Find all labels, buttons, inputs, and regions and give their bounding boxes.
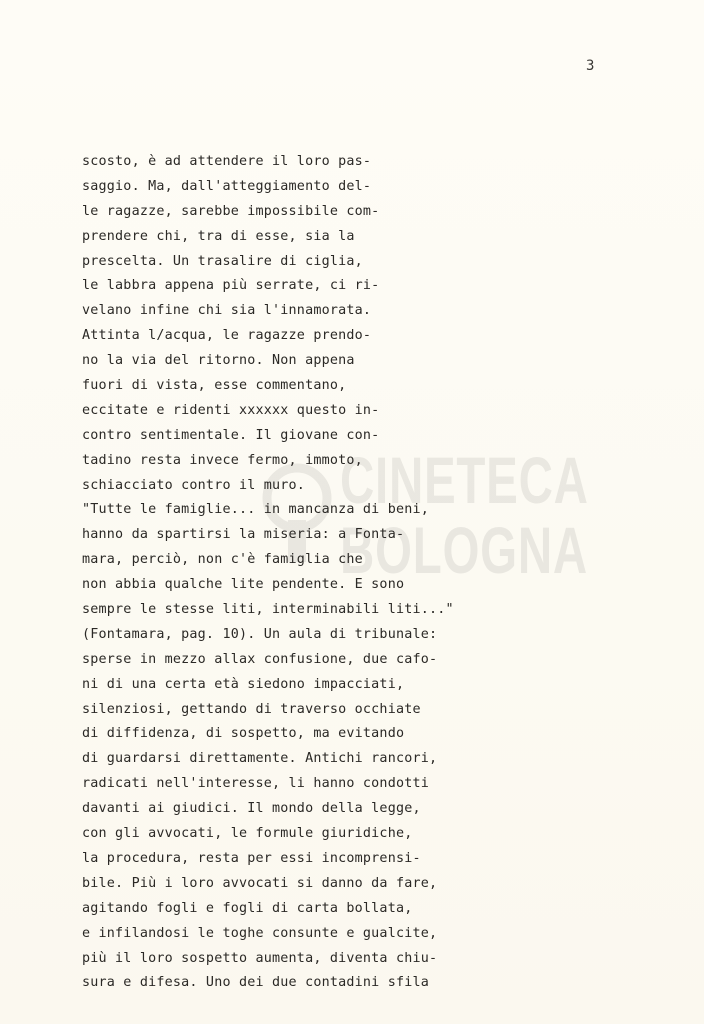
text-line: prescelta. Un trasalire di ciglia, <box>82 253 363 269</box>
text-line: agitando fogli e fogli di carta bollata, <box>82 900 413 916</box>
text-line: la procedura, resta per essi incomprensi- <box>82 850 421 866</box>
text-line: "Tutte le famiglie... in mancanza di beni, <box>82 502 429 518</box>
text-line: (Fontamara, pag. 10). Un aula di tribunale: <box>82 626 438 642</box>
text-line: prendere chi, tra di esse, sia la <box>82 228 355 244</box>
text-line: ni di una certa età siedono impacciati, <box>82 676 405 692</box>
text-line: sperse in mezzo allax confusione, due cafo- <box>82 651 438 667</box>
text-line: mara, perciò, non c'è famiglia che <box>82 552 363 568</box>
text-line: radicati nell'interesse, li hanno condotti <box>82 776 429 792</box>
text-line: no la via del ritorno. Non appena <box>82 353 355 369</box>
typewritten-text <box>82 150 482 996</box>
text-line: eccitate e ridenti xxxxxx questo in- <box>82 402 380 418</box>
text-line: silenziosi, gettando di traverso occhiate <box>82 701 421 717</box>
text-line: le labbra appena più serrate, ci ri- <box>82 278 380 294</box>
watermark-line-1: CINETECA <box>340 443 589 517</box>
text-line: non abbia qualche lite pendente. E sono <box>82 577 405 593</box>
text-line: sura e difesa. Uno dei due contadini sfila <box>82 975 429 991</box>
text-line: di guardarsi direttamente. Antichi rancori, <box>82 751 438 767</box>
text-line: velano infine chi sia l'innamorata. <box>82 303 372 319</box>
text-line: scosto, è ad attendere il loro pas- <box>82 154 372 169</box>
page-number: 3 <box>586 58 595 74</box>
text-line: e infilandosi le toghe consunte e gualcite, <box>82 925 438 941</box>
text-line: Attinta l/acqua, le ragazze prendo- <box>82 328 372 344</box>
text-line: con gli avvocati, le formule giuridiche, <box>82 826 413 842</box>
text-line: sempre le stesse liti, interminabili liti..." <box>82 602 454 618</box>
text-line: schiacciato contro il muro. <box>82 477 306 493</box>
text-line: contro sentimentale. Il giovane con- <box>82 427 380 443</box>
text-line: davanti ai giudici. Il mondo della legge, <box>82 801 421 817</box>
text-line: tadino resta invece fermo, immoto, <box>82 452 363 468</box>
text-line: fuori di vista, esse commentano, <box>82 378 347 394</box>
text-line: hanno da spartirsi la miseria: a Fonta- <box>82 527 405 543</box>
text-line: più il loro sospetto aumenta, diventa chiu- <box>82 950 438 966</box>
text-line: bile. Più i loro avvocati si danno da fare, <box>82 875 438 891</box>
text-line: di diffidenza, di sospetto, ma evitando <box>82 726 405 742</box>
text-line: saggio. Ma, dall'atteggiamento del- <box>82 178 372 194</box>
watermark-line-2: BOLOGNA <box>340 513 588 587</box>
text-line: le ragazze, sarebbe impossibile com- <box>82 203 380 219</box>
